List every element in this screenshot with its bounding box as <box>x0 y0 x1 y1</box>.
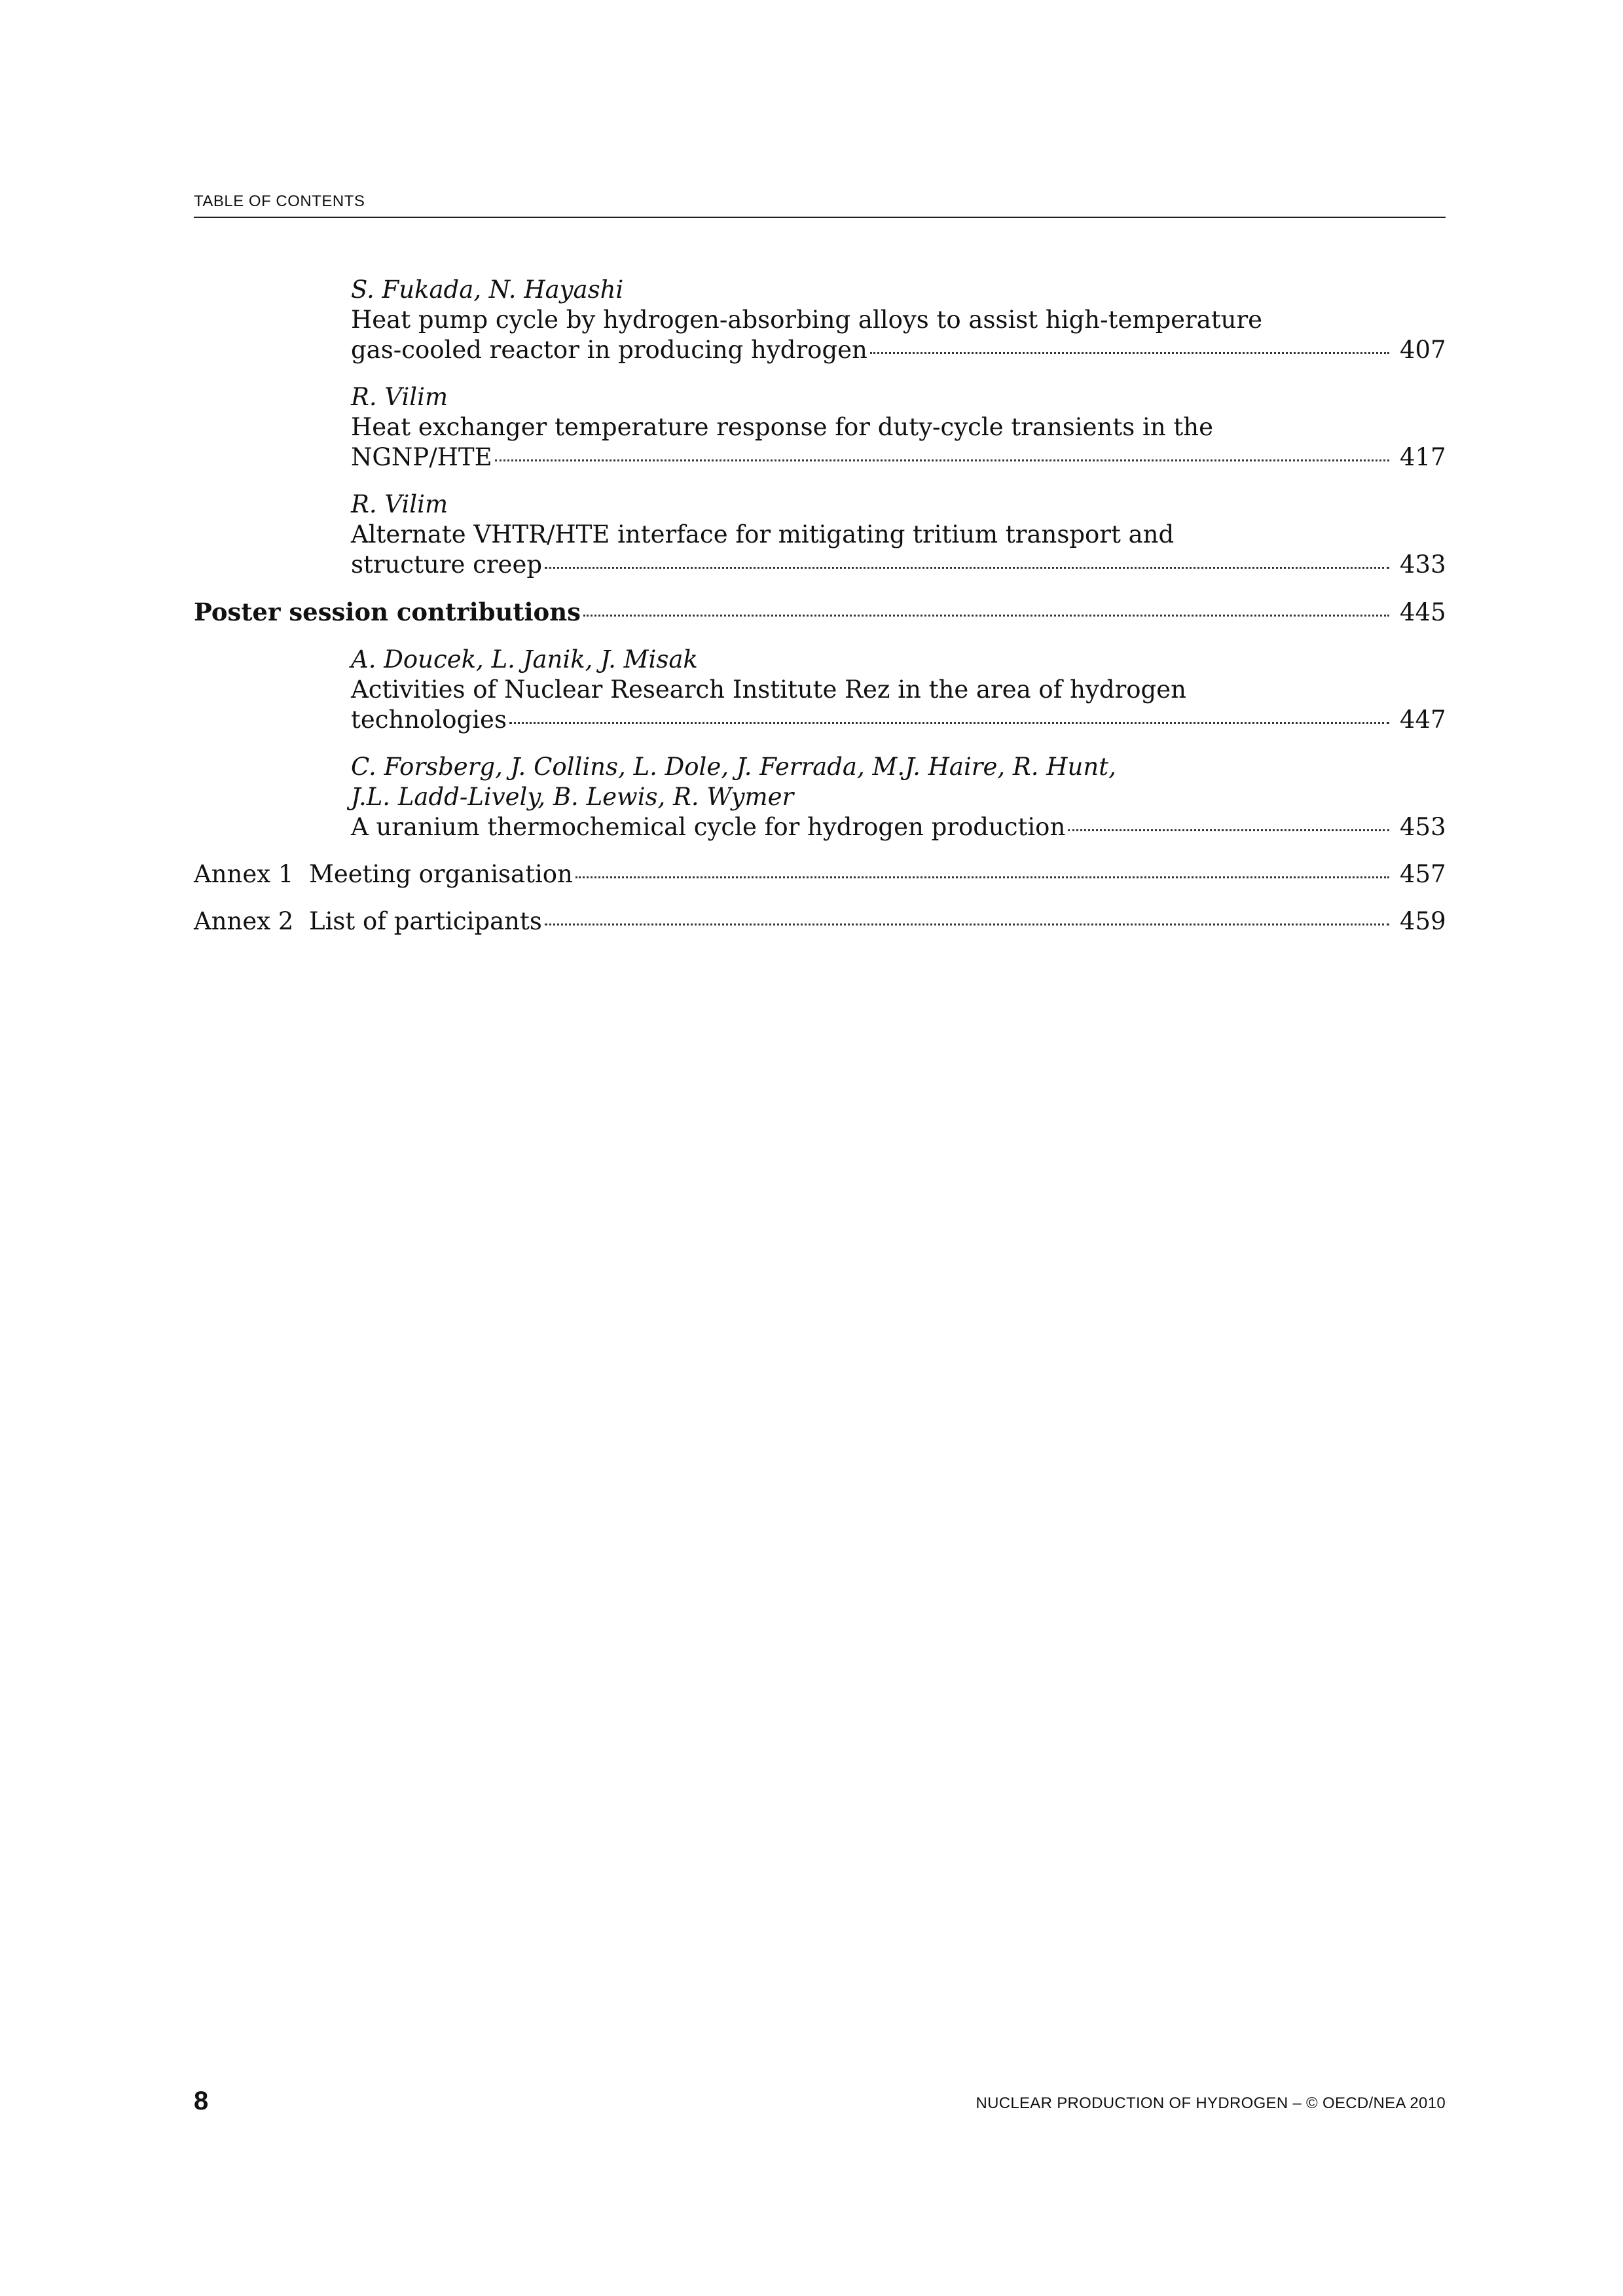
entry-title-last-line: technologies <box>351 706 507 734</box>
entry-page-number: 407 <box>1400 336 1446 364</box>
entry-title: Activities of Nuclear Research Institute Rez in the area of hydrogen <box>351 675 1186 704</box>
annex-line <box>194 859 1446 889</box>
toc-section-poster <box>194 597 1446 628</box>
dot-leader <box>545 924 1389 925</box>
header-rule <box>194 217 1446 218</box>
table-of-contents <box>194 275 1446 954</box>
annex-label: Annex 1 <box>194 860 294 888</box>
page-number: 8 <box>194 2087 209 2115</box>
entry-title-end <box>351 550 1446 580</box>
entry-title-end <box>351 442 1446 473</box>
running-header: TABLE OF CONTENTS <box>194 192 365 210</box>
annex-page-number: 457 <box>1400 860 1446 888</box>
entry-page-number: 447 <box>1400 706 1446 734</box>
entry-title: Heat exchanger temperature response for duty-cycle transients in the <box>351 413 1213 441</box>
annex-title: List of participants <box>309 907 542 935</box>
entry-authors: R. Vilim <box>351 383 448 411</box>
dot-leader <box>545 567 1389 569</box>
annex-line <box>194 906 1446 937</box>
entry-title: Alternate VHTR/HTE interface for mitigating tritium transport and <box>351 520 1175 548</box>
dot-leader <box>495 459 1389 461</box>
entry-title-last-line: structure creep <box>351 550 543 579</box>
toc-entry <box>194 382 1446 473</box>
annex-title: Meeting organisation <box>309 860 573 888</box>
entry-title: Heat pump cycle by hydrogen-absorbing alloys to assist high-temperature <box>351 306 1263 334</box>
entry-title-last-line: A uranium thermochemical cycle for hydrogen production <box>351 813 1066 841</box>
entry-page-number: 433 <box>1400 550 1446 579</box>
entry-page-number: 453 <box>1400 813 1446 841</box>
dot-leader <box>575 876 1389 878</box>
entry-authors: A. Doucek, L. Janik, J. Misak <box>351 645 698 673</box>
entry-page-number: 417 <box>1400 443 1446 471</box>
section-line <box>194 597 1446 628</box>
entry-title-end <box>351 705 1446 735</box>
dot-leader <box>1068 829 1389 831</box>
annex-label: Annex 2 <box>194 907 294 935</box>
section-heading: Poster session contributions <box>194 598 581 626</box>
running-footer: NUCLEAR PRODUCTION OF HYDROGEN – © OECD/NEA 2010 <box>976 2094 1446 2112</box>
toc-entry <box>194 275 1446 365</box>
entry-title-end <box>351 812 1446 842</box>
toc-entry <box>194 752 1446 842</box>
entry-authors: C. Forsberg, J. Collins, L. Dole, J. Ferrada, M.J. Haire, R. Hunt, <box>351 753 1116 781</box>
entry-authors-continued: J.L. Ladd-Lively, B. Lewis, R. Wymer <box>351 783 794 811</box>
entry-title-last-line: NGNP/HTE <box>351 443 492 471</box>
toc-annex <box>194 906 1446 937</box>
entry-authors: R. Vilim <box>351 490 448 518</box>
dot-leader <box>509 722 1389 724</box>
entry-authors: S. Fukada, N. Hayashi <box>351 276 624 304</box>
entry-title-end <box>351 335 1446 365</box>
toc-entry <box>194 645 1446 735</box>
annex-page-number: 459 <box>1400 907 1446 935</box>
dot-leader <box>583 615 1389 617</box>
toc-entry <box>194 490 1446 580</box>
section-page-number: 445 <box>1400 598 1446 626</box>
dot-leader <box>870 352 1389 354</box>
toc-annex <box>194 859 1446 889</box>
entry-title-last-line: gas-cooled reactor in producing hydrogen <box>351 336 867 364</box>
